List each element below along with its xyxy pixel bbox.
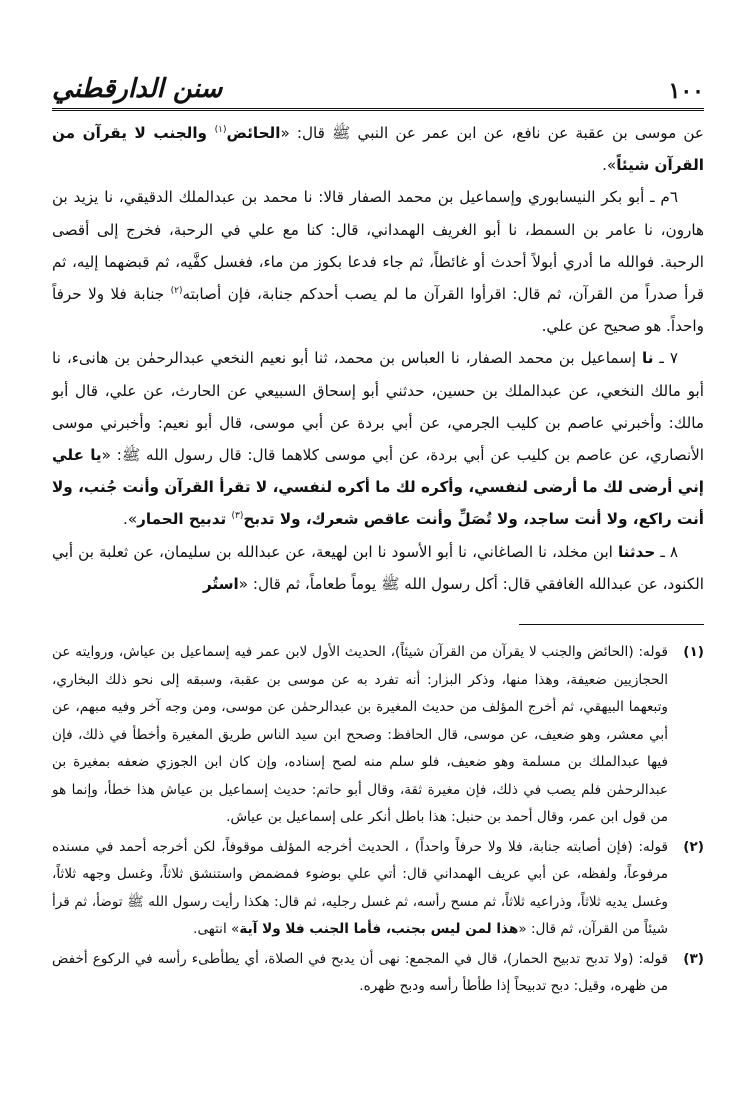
hadith-text: يا علي إني أرضى لك ما أرضى لنفسي، وأكره لك ما أكره لنفسي، لا تقرأ القرآن وأنت جُنب، ولا أنت راكع، ولا أنت ساجد، ولا تُصَلِّ وأنت عاقص شعرك، ولا تدبح (52, 446, 704, 529)
footnote-text (52, 946, 668, 1001)
footnote-1 (52, 639, 704, 832)
hadith-text: تدبيح الحمار (137, 510, 232, 529)
footnote-number: (٣) (683, 950, 704, 967)
footnote-number: (١) (683, 644, 704, 661)
text: قوله: (فإن أصابته جنابة، فلا ولا حرفاً واحداً) ، الحديث أخرجه المؤلف موقوفاً، لكن أخرجه أحمد في مسنده مرفوعاً، ولفظه، عن أبي عريف الهمداني قال: أتي علي بوضوء فمضمض واستنشق ثلاثاً، وغسل وجهه ثلاثاً، وغسل يديه ثلاثاً، وذراعيه ثلاثاً، ثم مسح رأسه، ثم غسل رجليه، ثم قال: هكذا رأيت رسول الله ﷺ توضأ، ثم قرأ شيئاً من القرآن، ثم قال: « (52, 838, 668, 938)
hadith-number: ٧ ـ (653, 349, 678, 368)
footnote-2 (52, 834, 704, 944)
paragraph-2 (52, 181, 704, 342)
footnote-3 (52, 946, 704, 1001)
footnote-text (52, 834, 668, 944)
page-header (52, 62, 704, 111)
paragraph-1 (52, 117, 704, 181)
footnote-text (52, 639, 668, 832)
text: ». (602, 156, 617, 175)
text: ». (123, 510, 138, 529)
footnote-number: (٢) (683, 838, 704, 855)
text: جنابة فلا ولا حرفاً واحداً. هو صحيح عن علي. (52, 285, 704, 336)
paragraph-4 (52, 536, 704, 600)
hadith-text: الحائض (226, 124, 281, 142)
text: قوله: (ولا تدبح تدبيح الحمار)، قال في المجمع: نهى أن يدبح في الصلاة، أي يطأطىء رأسه في الركوع أخفض من ظهره، وقيل: دبح تدبيحاً إذا طأطأ رأسه ودبح ظهره. (52, 950, 668, 995)
text: قوله: (الحائض والجنب لا يقرآن من القرآن شيئاً)، الحديث الأول لابن عمر فيه إسماعيل بن عياش، وروايته عن الحجازيين ضعيفة، وهذا منها، وذكر البزار: أنه تفرد به عن موسى بن عقبة، وسبقه إلى نحو ذلك البخاري، وتبعهما البيهقي، ثم أخرج المؤلف من حديث المغيرة بن عبدالرحمٰن عن موسى، ومن وجه آخر وفيه مبهم، عن أبي معشر، وهو ضعيف، عن موسى، قال الحافظ: وصحح ابن سيد الناس طريق المغيرة وأخطأ في ذلك، فإن فيها عبدالملك بن مسلمة وهو ضعيف، فلو سلم منه لصح إسناده، وإن كان ابن الجوزي ضعفه بمغيرة بن عبدالرحمٰن فلم يصب في ذلك، فإن مغيرة ثقة، وقال أبو حاتم: حديث إسماعيل بن عياش هذا خطأ، وإنما هو من قول ابن عمر، وقال أحمد بن حنبل: هذا باطل أنكر على إسماعيل بن عياش. (52, 644, 668, 826)
footnote-ref: (٢) (170, 285, 183, 296)
chain-opener: نا (642, 349, 654, 368)
text: ابن مخلد، نا الصاغاني، نا أبو الأسود نا ابن لهيعة، عن عبدالله بن سليمان، عن ثعلبة بن أبي الكنود، عن عبدالله الغافقي قال: أكل رسول الله ﷺ يوماً طعاماً، ثم قال: « (52, 542, 704, 593)
text: إسماعيل بن محمد الصفار، نا العباس بن محمد، ثنا أبو نعيم النخعي عبدالرحمٰن بن هانىء، نا أبو مالك النخعي، عن عبدالملك بن حسين، حدثني أبو إسحاق السبيعي عن الحارث، عن علي، قال أبو مالك: وأخبرني عاصم بن كليب الجرمي، عن أبي بردة عن أبي موسى، قال أبو نعيم: وأخبرني موسى الأنصاري، عن عاصم بن كليب عن أبي بردة، عن أبي موسى كلاهما قال: قال رسول الله ﷺ: « (52, 349, 704, 465)
footnote-ref: (١) (214, 124, 227, 135)
text: » انتهى. (193, 921, 240, 938)
footnote-separator (519, 624, 704, 625)
hadith-text: والجنب لا يقرآن من القرآن شيئاً (52, 124, 704, 175)
running-title: سنن الدارقطني (52, 74, 223, 104)
footnotes (52, 639, 704, 1001)
hadith-number: ٨ ـ (655, 542, 678, 561)
paragraph-3 (52, 342, 704, 535)
text: ٦م ـ أبو بكر النيسابوري وإسماعيل بن محمد الصفار قالا: نا محمد بن عبدالملك الدقيقي، نا يزيد بن هارون، نا عامر بن السمط، نا أبو الغريف الهمداني، قال: كنا مع علي في الرحبة، فخرج إلى أقصى الرحبة. فوالله ما أدري أبولاً أحدث أو غائطاً، ثم جاء فدعا بكوز من ماء، فغسل كفَّيه، ثم قبضهما إليه، ثم قرأ صدراً من القرآن، ثم قال: اقرأوا القرآن ما لم يصب أحدكم جنابة، فإن أصابته (52, 188, 704, 304)
page-number: ١٠٠ (668, 78, 704, 104)
main-text (52, 117, 704, 600)
text: عن موسى بن عقبة عن نافع، عن ابن عمر عن النبي ﷺ قال: « (280, 124, 704, 142)
quoted-text: هذا لمن ليس بجنب، فأما الجنب فلا ولا آية (239, 921, 519, 938)
footnote-ref: (٣) (231, 511, 244, 522)
chain-opener: حدثنا (617, 542, 656, 561)
hadith-text: استُر (202, 574, 239, 593)
